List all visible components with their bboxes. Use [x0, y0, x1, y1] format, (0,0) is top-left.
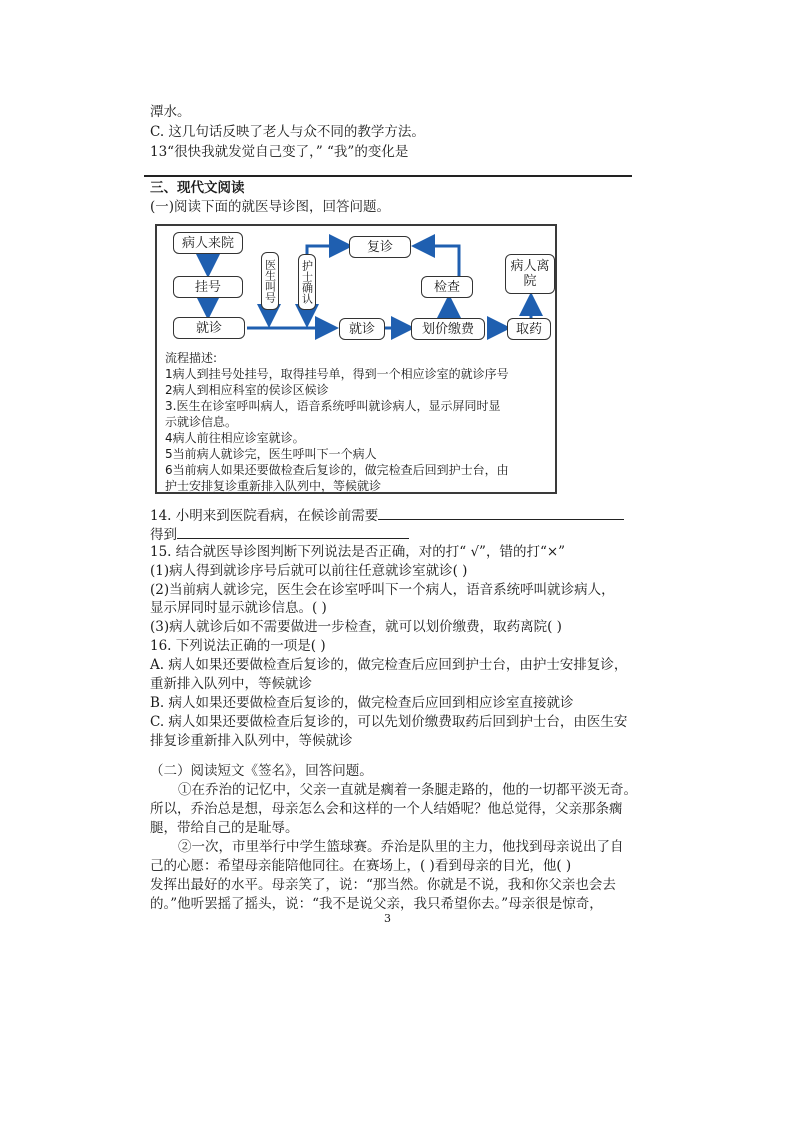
question-14-text-2: 得到 — [150, 527, 177, 543]
step-line: 6当前病人如果还要做检查后复诊的，做完检查后回到护士台，由 — [165, 463, 509, 477]
option-c-cont: 排复诊重新排入队列中，等候就诊 — [150, 733, 353, 749]
step-line: 3.医生在诊室呼叫病人，语音系统呼叫就诊病人，显示屏同时显 — [165, 399, 501, 413]
paragraph-line: 所以，乔治总是想，母亲怎么会和这样的一个人结婚呢？他总觉得，父亲那条瘸 — [150, 801, 623, 817]
paragraph-line: ②一次，市里举行中学生篮球赛。乔治是队里的主力，他找到母亲说出了自 — [178, 839, 624, 855]
node-revisit: 复诊 — [349, 236, 411, 258]
node-medicine: 取药 — [507, 318, 551, 340]
text-line: 13“很快我就发觉自己变了，” “我”的变化是 — [150, 144, 409, 160]
section-divider — [144, 175, 632, 177]
node-register: 挂号 — [173, 276, 243, 298]
reading-title: （二）阅读短文《签名》，回答问题。 — [150, 763, 373, 779]
node-pay: 划价缴费 — [411, 318, 485, 340]
process-description — [165, 350, 555, 494]
step-line: 5当前病人就诊完，医生呼叫下一个病人 — [165, 447, 377, 461]
step-line: 2病人到相应科室的侯诊区候诊 — [165, 383, 329, 397]
answer-blank[interactable] — [177, 524, 409, 539]
paragraph-line: ①在乔治的记忆中，父亲一直就是瘸着一条腿走路的，他的一切都平淡无奇。 — [178, 782, 637, 798]
node-arrive: 病人来院 — [173, 232, 243, 254]
question-15: 15. 结合就医导诊图判断下列说法是否正确，对的打“ √”，错的打“×” — [150, 544, 566, 560]
node-visit-2: 就诊 — [339, 318, 385, 340]
paragraph-line: 的。”他听罢摇了摇头，说：“我不是说父亲，我只希望你去。”母亲很是惊奇， — [150, 896, 603, 912]
text-line: C. 这几句话反映了老人与众不同的教学方法。 — [150, 124, 425, 140]
step-line: 1病人到挂号处挂号，取得挂号单，得到一个相应诊室的就诊序号 — [165, 367, 509, 381]
paragraph-line: 发挥出最好的水平。母亲笑了，说：“那当然。你就是不说，我和你父亲也会去 — [150, 877, 616, 893]
steps-title: 流程描述: — [165, 351, 218, 365]
section-heading: 三、现代文阅读 — [150, 180, 245, 196]
question-15-3: (3)病人就诊后如不需要做进一步检查，就可以划价缴费，取药离院( ) — [150, 619, 562, 635]
hospital-flowchart — [155, 224, 557, 494]
node-nurse-confirm: 护士确认 — [298, 254, 316, 310]
node-doctor-call: 医生叫号 — [261, 252, 279, 310]
question-15-1: (1)病人得到就诊序号后就可以前往任意就诊室就诊( ) — [150, 563, 468, 579]
question-15-2: (2)当前病人就诊完，医生会在诊室呼叫下一个病人，语音系统呼叫就诊病人， — [150, 582, 615, 598]
question-14-cont — [150, 524, 409, 545]
option-a: A. 病人如果还要做检查后复诊的，做完检查后应回到护士台，由护士安排复诊， — [150, 657, 628, 673]
node-visit-1: 就诊 — [173, 317, 245, 339]
step-line: 护士安排复诊重新排入队列中，等候就诊 — [165, 479, 382, 493]
answer-blank[interactable] — [378, 505, 624, 520]
question-14-text: 14. 小明来到医院看病，在候诊前需要 — [150, 508, 379, 524]
node-check: 检查 — [421, 276, 473, 298]
option-a-cont: 重新排入队列中，等候就诊 — [150, 676, 312, 692]
step-line: 示就诊信息。 — [165, 415, 238, 429]
paragraph-line: 腿，带给自己的是耻辱。 — [150, 820, 299, 836]
option-b: B. 病人如果还要做检查后复诊的，做完检查后应回到相应诊室直接就诊 — [150, 695, 574, 711]
question-14 — [150, 505, 624, 526]
node-leave: 病人离院 — [505, 254, 555, 294]
option-c: C. 病人如果还要做检查后复诊的，可以先划价缴费取药后回到护士台，由医生安 — [150, 714, 628, 730]
text-line: 潭水。 — [150, 104, 191, 120]
subsection-heading: (一)阅读下面的就医导诊图，回答问题。 — [150, 199, 391, 215]
step-line: 4病人前往相应诊室就诊。 — [165, 431, 305, 445]
paragraph-line: 己的心愿：希望母亲能陪他同往。在赛场上，( )看到母亲的目光，他( ) — [150, 858, 572, 874]
page-number: 3 — [384, 912, 391, 925]
question-16: 16. 下列说法正确的一项是( ) — [150, 638, 326, 654]
question-15-2-cont: 显示屏同时显示就诊信息。( ) — [150, 600, 327, 616]
